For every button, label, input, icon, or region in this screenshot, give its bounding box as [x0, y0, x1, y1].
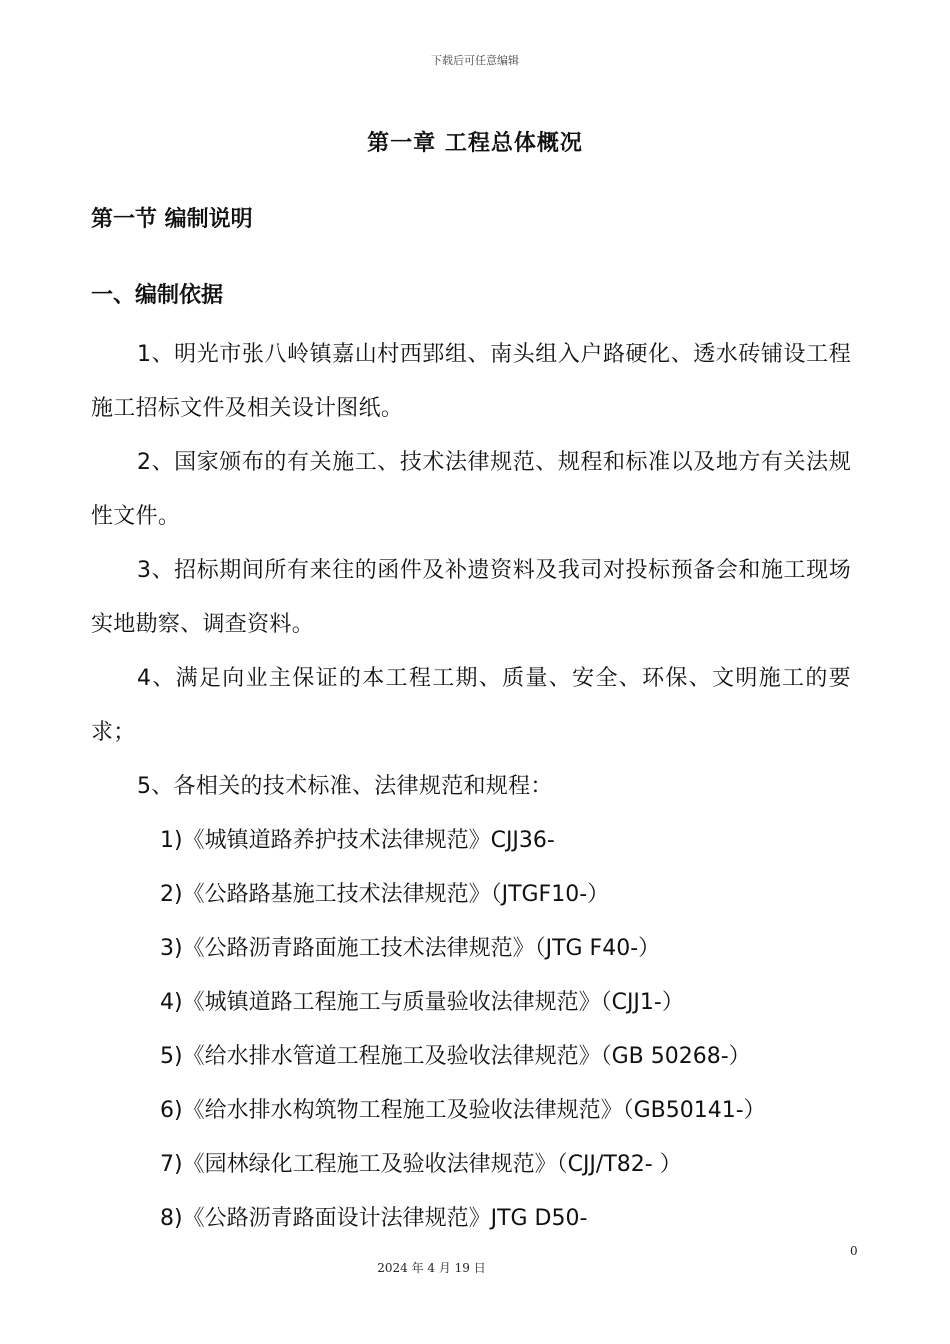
reference-item: 1)《城镇道路养护技术法律规范》CJJ36-	[160, 828, 555, 853]
reference-item: 8)《公路沥青路面设计法律规范》JTG D50-	[160, 1206, 588, 1231]
reference-item: 4)《城镇道路工程施工与质量验收法律规范》（CJJ1-）	[160, 990, 684, 1015]
subsection-title: 一、编制依据	[91, 283, 224, 308]
reference-item: 7)《园林绿化工程施工及验收法律规范》（CJJ/T82- ）	[160, 1152, 682, 1177]
reference-item: 5)《给水排水管道工程施工及验收法律规范》（GB 50268-）	[160, 1044, 751, 1069]
section-title: 第一节 编制说明	[91, 207, 253, 232]
paragraph-1: 1、明光市张八岭镇嘉山村西郢组、南头组入户路硬化、透水砖铺设工程施工招标文件及相关设计图纸。	[91, 342, 851, 421]
document-body	[91, 328, 851, 1246]
paragraph-5: 5、各相关的技术标准、法律规范和规程：	[137, 774, 553, 799]
header-note: 下载后可任意编辑	[431, 54, 519, 67]
page-number: 0	[850, 1244, 858, 1258]
reference-item: 2)《公路路基施工技术法律规范》（JTGF10-）	[160, 882, 610, 907]
paragraph-4: 4、满足向业主保证的本工程工期、质量、安全、环保、文明施工的要求；	[91, 666, 851, 745]
footer-date: 2024 年 4 月 19 日	[377, 1261, 486, 1275]
paragraph-2: 2、国家颁布的有关施工、技术法律规范、规程和标准以及地方有关法规性文件。	[91, 450, 851, 529]
reference-list	[91, 814, 851, 1246]
paragraph-3: 3、招标期间所有来往的函件及补遗资料及我司对投标预备会和施工现场实地勘察、调查资料。	[91, 558, 851, 637]
reference-item: 6)《给水排水构筑物工程施工及验收法律规范》（GB50141-）	[160, 1098, 766, 1123]
chapter-title: 第一章 工程总体概况	[367, 131, 583, 156]
reference-item: 3)《公路沥青路面施工技术法律规范》（JTG F40-）	[160, 936, 661, 961]
